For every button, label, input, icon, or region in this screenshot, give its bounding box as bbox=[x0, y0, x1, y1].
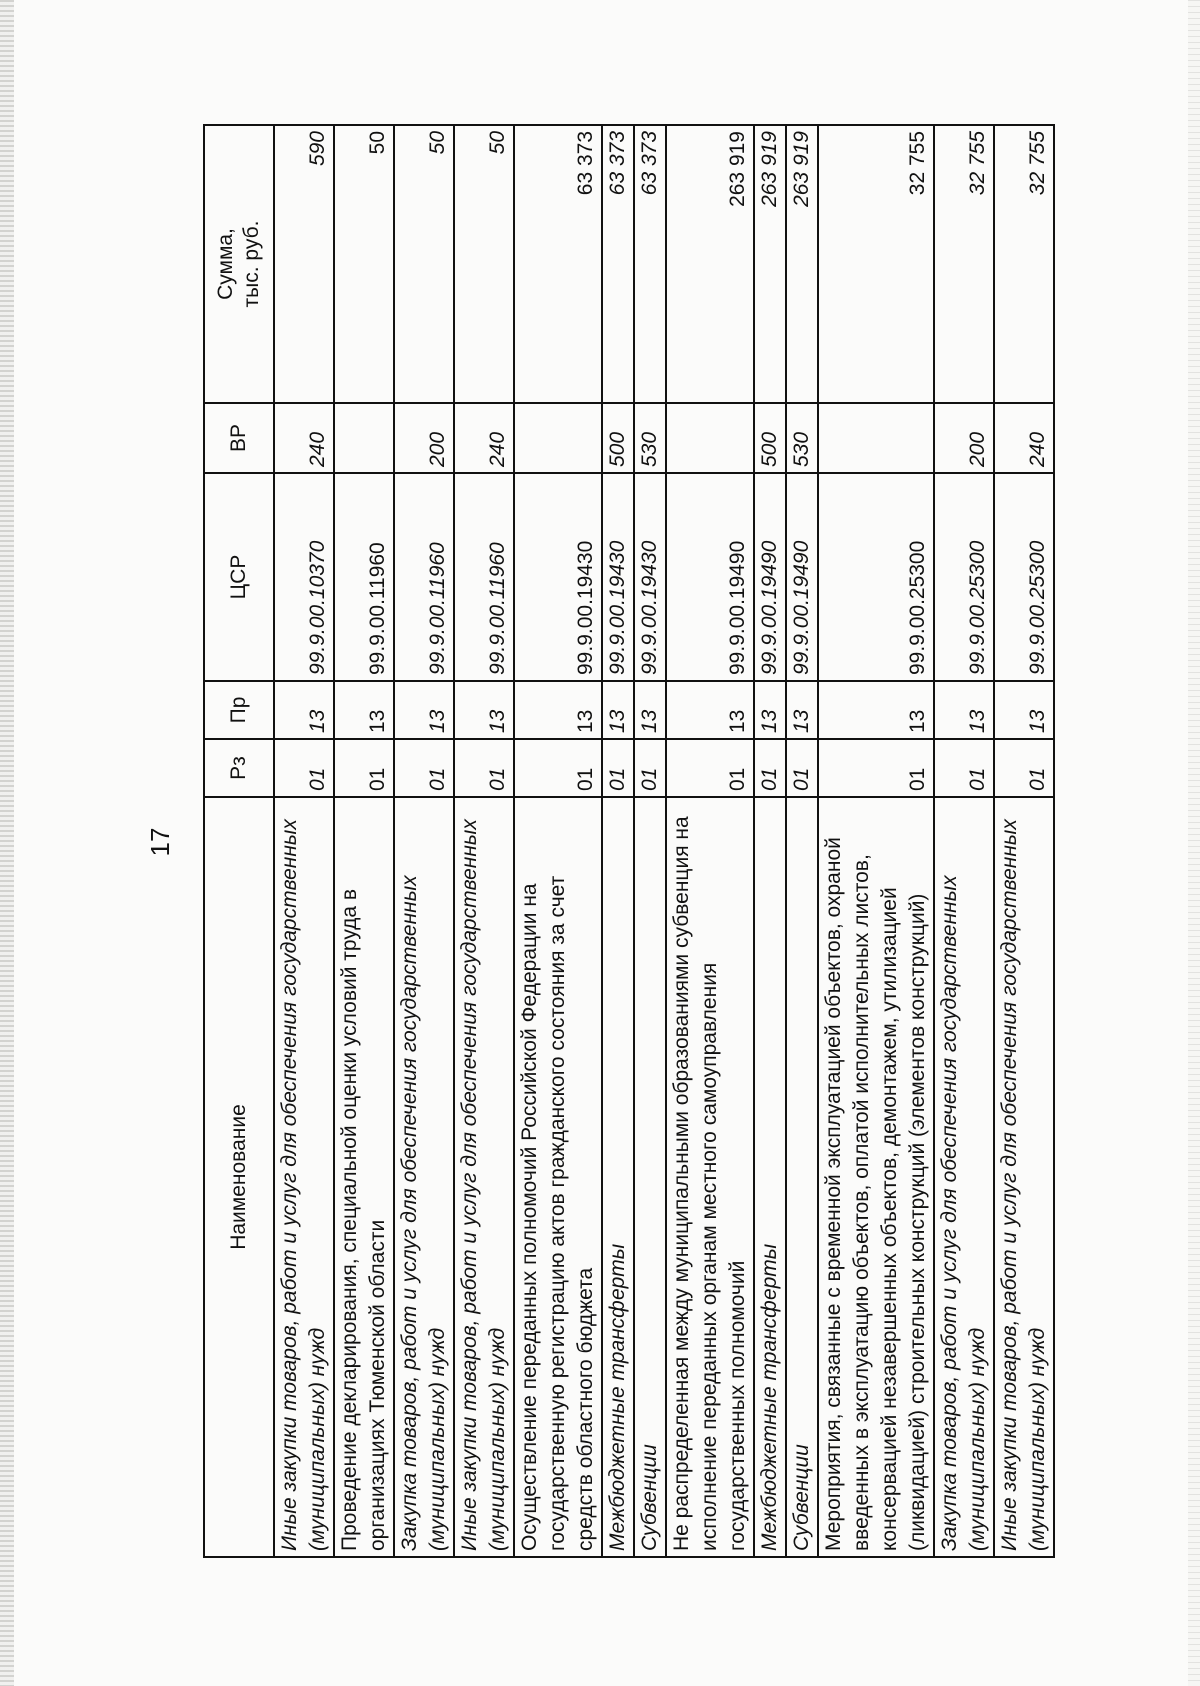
cell-name: Межбюджетные трансферты bbox=[602, 797, 634, 1557]
cell-name: Не распределенная между муниципальными образованиями субвенция на исполнение переданных органам местного самоуправления государственных полномочий bbox=[666, 797, 754, 1557]
table-body bbox=[274, 125, 1054, 1557]
cell-csr: 99.9.00.25300 bbox=[994, 473, 1054, 681]
cell-pr: 13 bbox=[394, 681, 454, 739]
cell-rz: 01 bbox=[394, 739, 454, 797]
table-row bbox=[514, 125, 602, 1557]
cell-pr: 13 bbox=[334, 681, 394, 739]
table-row bbox=[634, 125, 666, 1557]
cell-csr: 99.9.00.11960 bbox=[394, 473, 454, 681]
cell-vr: 200 bbox=[394, 403, 454, 473]
cell-csr: 99.9.00.11960 bbox=[454, 473, 514, 681]
cell-name: Иные закупки товаров, работ и услуг для обеспечения государственных (муниципальных) нужд bbox=[274, 797, 334, 1557]
cell-rz: 01 bbox=[818, 739, 934, 797]
cell-csr: 99.9.00.25300 bbox=[818, 473, 934, 681]
table-row bbox=[602, 125, 634, 1557]
header-csr: ЦСР bbox=[204, 473, 274, 681]
header-rz: Рз bbox=[204, 739, 274, 797]
cell-vr bbox=[666, 403, 754, 473]
header-vr: ВР bbox=[204, 403, 274, 473]
header-name: Наименование bbox=[204, 797, 274, 1557]
cell-vr: 240 bbox=[274, 403, 334, 473]
cell-vr: 200 bbox=[934, 403, 994, 473]
budget-table bbox=[203, 124, 1055, 1558]
cell-name: Межбюджетные трансферты bbox=[754, 797, 786, 1557]
cell-vr: 530 bbox=[786, 403, 818, 473]
table-row bbox=[274, 125, 334, 1557]
cell-vr bbox=[818, 403, 934, 473]
header-sum-line1: Сумма, bbox=[214, 228, 237, 300]
cell-vr: 240 bbox=[454, 403, 514, 473]
cell-pr: 13 bbox=[754, 681, 786, 739]
table-row bbox=[394, 125, 454, 1557]
table-row bbox=[666, 125, 754, 1557]
cell-rz: 01 bbox=[754, 739, 786, 797]
cell-pr: 13 bbox=[634, 681, 666, 739]
cell-pr: 13 bbox=[994, 681, 1054, 739]
cell-rz: 01 bbox=[454, 739, 514, 797]
cell-rz: 01 bbox=[334, 739, 394, 797]
cell-csr: 99.9.00.19430 bbox=[602, 473, 634, 681]
cell-csr: 99.9.00.19430 bbox=[514, 473, 602, 681]
cell-vr: 500 bbox=[754, 403, 786, 473]
table-row bbox=[934, 125, 994, 1557]
cell-csr: 99.9.00.11960 bbox=[334, 473, 394, 681]
cell-sum: 32 755 bbox=[934, 125, 994, 403]
cell-pr: 13 bbox=[454, 681, 514, 739]
table-row bbox=[334, 125, 394, 1557]
cell-rz: 01 bbox=[666, 739, 754, 797]
cell-sum: 263 919 bbox=[754, 125, 786, 403]
cell-name: Проведение декларирования, специальной оценки условий труда в организациях Тюменской области bbox=[334, 797, 394, 1557]
cell-name: Иные закупки товаров, работ и услуг для обеспечения государственных (муниципальных) нужд bbox=[454, 797, 514, 1557]
rotated-page bbox=[135, 131, 1065, 1558]
cell-name: Закупка товаров, работ и услуг для обеспечения государственных (муниципальных) нужд bbox=[934, 797, 994, 1557]
cell-csr: 99.9.00.25300 bbox=[934, 473, 994, 681]
cell-sum: 32 755 bbox=[818, 125, 934, 403]
cell-rz: 01 bbox=[602, 739, 634, 797]
cell-pr: 13 bbox=[666, 681, 754, 739]
cell-name: Иные закупки товаров, работ и услуг для обеспечения государственных (муниципальных) нужд bbox=[994, 797, 1054, 1557]
table-header-row bbox=[204, 125, 274, 1557]
cell-vr: 530 bbox=[634, 403, 666, 473]
cell-rz: 01 bbox=[786, 739, 818, 797]
cell-pr: 13 bbox=[934, 681, 994, 739]
table-row bbox=[786, 125, 818, 1557]
scan-edge-right bbox=[1188, 0, 1200, 1686]
cell-sum: 50 bbox=[454, 125, 514, 403]
cell-vr: 500 bbox=[602, 403, 634, 473]
cell-sum: 263 919 bbox=[666, 125, 754, 403]
header-pr: Пр bbox=[204, 681, 274, 739]
table-row bbox=[454, 125, 514, 1557]
cell-sum: 63 373 bbox=[602, 125, 634, 403]
cell-sum: 263 919 bbox=[786, 125, 818, 403]
cell-pr: 13 bbox=[274, 681, 334, 739]
cell-rz: 01 bbox=[934, 739, 994, 797]
cell-vr bbox=[334, 403, 394, 473]
header-sum-line2: тыс. руб. bbox=[240, 220, 263, 308]
cell-name: Субвенции bbox=[786, 797, 818, 1557]
page-number: 17 bbox=[145, 827, 175, 857]
cell-rz: 01 bbox=[274, 739, 334, 797]
cell-sum: 50 bbox=[334, 125, 394, 403]
cell-rz: 01 bbox=[634, 739, 666, 797]
cell-pr: 13 bbox=[514, 681, 602, 739]
cell-sum: 63 373 bbox=[634, 125, 666, 403]
cell-rz: 01 bbox=[514, 739, 602, 797]
cell-vr: 240 bbox=[994, 403, 1054, 473]
cell-sum: 590 bbox=[274, 125, 334, 403]
cell-rz: 01 bbox=[994, 739, 1054, 797]
cell-name: Субвенции bbox=[634, 797, 666, 1557]
cell-name: Осуществление переданных полномочий Российской Федерации на государственную регистрацию актов гражданского состояния за счет средств областного бюджета bbox=[514, 797, 602, 1557]
cell-pr: 13 bbox=[786, 681, 818, 739]
cell-sum: 50 bbox=[394, 125, 454, 403]
header-sum bbox=[204, 125, 274, 403]
cell-sum: 63 373 bbox=[514, 125, 602, 403]
cell-pr: 13 bbox=[818, 681, 934, 739]
cell-name: Закупка товаров, работ и услуг для обеспечения государственных (муниципальных) нужд bbox=[394, 797, 454, 1557]
scan-edge-left bbox=[0, 0, 14, 1686]
cell-csr: 99.9.00.19490 bbox=[786, 473, 818, 681]
cell-pr: 13 bbox=[602, 681, 634, 739]
cell-vr bbox=[514, 403, 602, 473]
table-row bbox=[754, 125, 786, 1557]
cell-name: Мероприятия, связанные с временной эксплуатацией объектов, охраной введенных в эксплуатацию объектов, оплатой исполнительных листов, консервацией незавершенных объектов, демонтажем, утилизацией (ликвидацией) строительных конструкций (элементов конструкций) bbox=[818, 797, 934, 1557]
cell-csr: 99.9.00.19430 bbox=[634, 473, 666, 681]
cell-csr: 99.9.00.10370 bbox=[274, 473, 334, 681]
table-row bbox=[818, 125, 934, 1557]
cell-csr: 99.9.00.19490 bbox=[666, 473, 754, 681]
cell-sum: 32 755 bbox=[994, 125, 1054, 403]
cell-csr: 99.9.00.19490 bbox=[754, 473, 786, 681]
table-row bbox=[994, 125, 1054, 1557]
